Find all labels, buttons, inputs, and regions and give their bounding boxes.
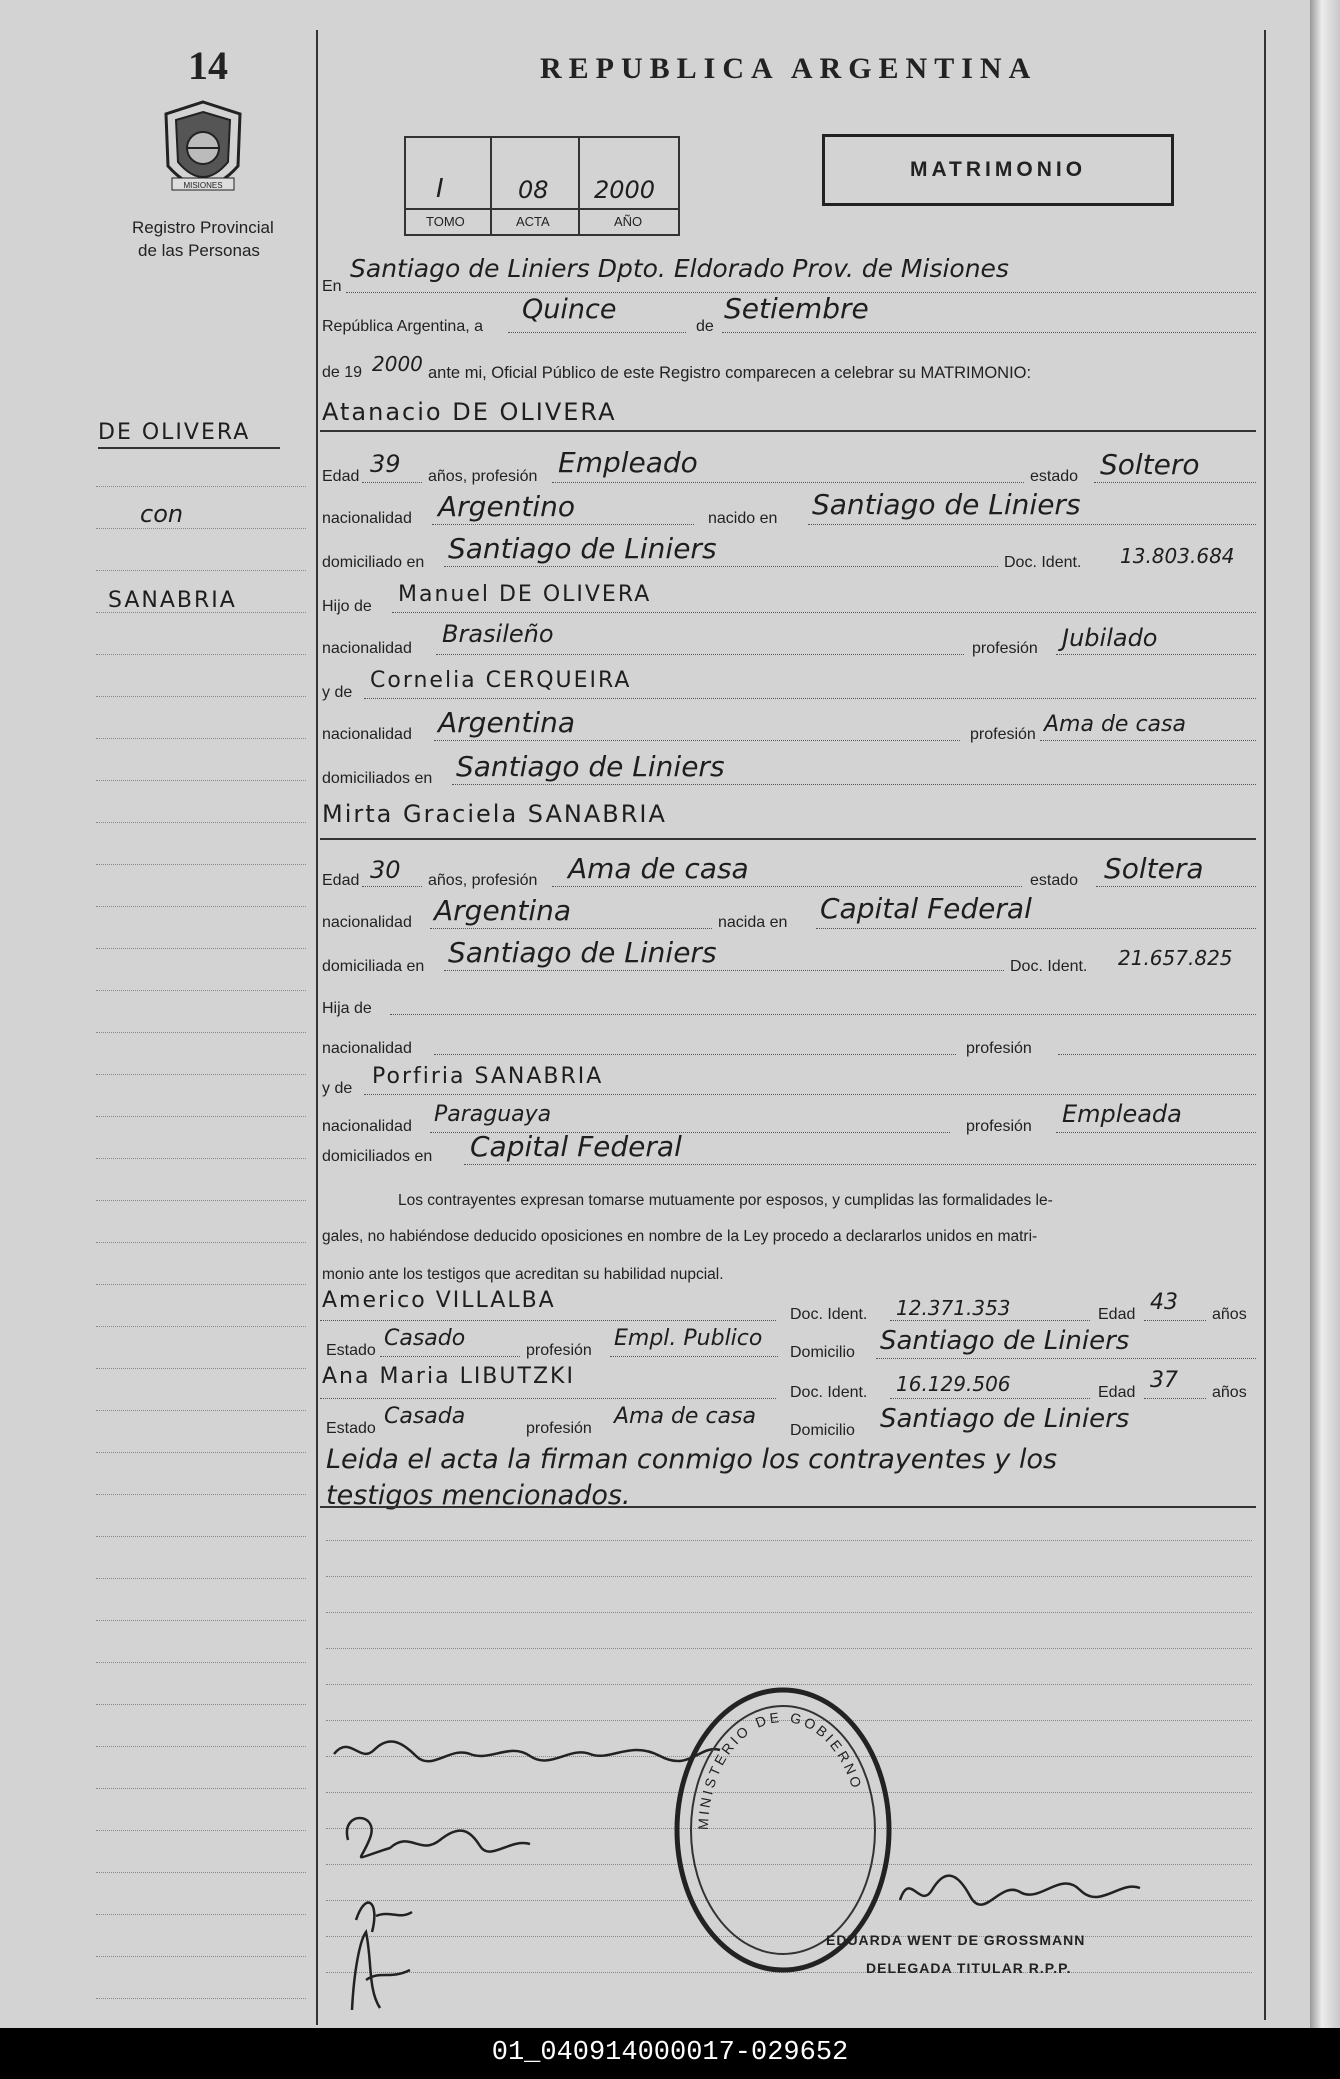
acta-value: 08	[518, 176, 549, 204]
tomo-label: TOMO	[426, 214, 465, 229]
margin-rule	[96, 1032, 306, 1033]
margin-rule	[96, 696, 306, 697]
margin-bride-surname: SANABRIA	[108, 588, 237, 613]
groom-father-nationality: Brasileño	[442, 620, 554, 648]
bride-nationality: Argentina	[434, 894, 572, 927]
declaration-line1: Los contrayentes expresan tomarse mutuamente por esposos, y cumplidas las formalidades le-	[398, 1192, 1053, 1209]
groom-nationality: Argentino	[438, 490, 576, 523]
margin-rule	[96, 654, 306, 655]
margin-rule	[96, 1494, 306, 1495]
bride-mother-profession: Empleada	[1062, 1100, 1182, 1128]
margin-rule	[96, 780, 306, 781]
margin-rule	[96, 1368, 306, 1369]
groom-father: Manuel DE OLIVERA	[398, 582, 652, 607]
registry-name-line2: de las Personas	[138, 241, 260, 260]
bride-age: 30	[370, 856, 401, 884]
witness2-domicile: Santiago de Liniers	[880, 1404, 1130, 1434]
margin-rule	[96, 1872, 306, 1873]
blank-rule	[326, 1540, 1252, 1541]
witness1-domicile: Santiago de Liniers	[880, 1326, 1130, 1356]
groom-status: Soltero	[1100, 448, 1200, 481]
margin-rule	[96, 1578, 306, 1579]
blank-rule	[326, 1612, 1252, 1613]
margin-rule	[96, 1242, 306, 1243]
page-number: 14	[188, 43, 228, 88]
signature-official	[900, 1876, 1140, 1905]
bride-doc: 21.657.825	[1118, 946, 1233, 970]
month: Setiembre	[724, 292, 869, 325]
margin-rule	[96, 864, 306, 865]
margin-rule	[96, 1074, 306, 1075]
svg-text:MISIONES: MISIONES	[183, 181, 223, 190]
blank-rule	[326, 1648, 1252, 1649]
bride-domicile: Santiago de Liniers	[448, 936, 717, 969]
groom-profession: Empleado	[558, 446, 698, 479]
tomo-value: I	[436, 174, 444, 204]
bride-name: Mirta Graciela SANABRIA	[322, 800, 667, 828]
record-type: MATRIMONIO	[909, 158, 1087, 181]
declaration-line3: monio ante los testigos que acreditan su habilidad nupcial.	[322, 1266, 724, 1283]
margin-rule	[96, 990, 306, 991]
signature-bride	[347, 1818, 530, 1857]
groom-birthplace: Santiago de Liniers	[812, 488, 1081, 521]
groom-age: 39	[370, 450, 401, 478]
right-border	[1264, 30, 1266, 2020]
margin-rule	[96, 1746, 306, 1747]
margin-rule	[96, 1410, 306, 1411]
groom-domicile: Santiago de Liniers	[448, 532, 717, 565]
witness2-name: Ana Maria LIBUTZKI	[322, 1364, 575, 1389]
republica-label: República Argentina, a	[322, 318, 483, 335]
bride-birthplace: Capital Federal	[820, 892, 1032, 925]
bride-mother: Porfiria SANABRIA	[372, 1064, 604, 1089]
official-stamp-line2: DELEGADA TITULAR R.P.P.	[866, 1960, 1072, 1976]
en-label: En	[322, 278, 342, 295]
margin-rule	[96, 612, 306, 613]
witness2-doc: 16.129.506	[896, 1372, 1011, 1396]
margin-rule	[96, 486, 306, 487]
acta-label: ACTA	[516, 214, 550, 229]
groom-mother-profession: Ama de casa	[1044, 712, 1186, 737]
closing-line1: Leida el acta la firman conmigo los contrayentes y los	[326, 1444, 1058, 1475]
de-label: de	[696, 318, 714, 335]
groom-parents-domicile: Santiago de Liniers	[456, 750, 725, 783]
margin-rule	[96, 1158, 306, 1159]
bride-parents-domicile: Capital Federal	[470, 1130, 682, 1163]
closing-line2: testigos mencionados.	[326, 1480, 631, 1511]
witness2-profession: Ama de casa	[614, 1404, 756, 1429]
margin-connector: con	[140, 500, 184, 528]
ano-value: 2000	[594, 176, 656, 204]
margin-rule	[96, 822, 306, 823]
signature-witness1	[356, 1903, 412, 1932]
margin-rule	[96, 1116, 306, 1117]
signature-witness2	[352, 1932, 410, 2010]
groom-mother-nationality: Argentina	[438, 706, 576, 739]
blank-rule	[326, 1576, 1252, 1577]
margin-rule	[96, 570, 306, 571]
margin-rule	[96, 1326, 306, 1327]
witness1-profession: Empl. Publico	[614, 1326, 763, 1351]
margin-rule	[96, 1830, 306, 1831]
registry-name-line1: Registro Provincial	[132, 218, 274, 237]
margin-rule	[96, 1284, 306, 1285]
margin-rule	[96, 1536, 306, 1537]
witness1-name: Americo VILLALBA	[322, 1288, 556, 1313]
margin-rule	[96, 1662, 306, 1663]
witness1-doc: 12.371.353	[896, 1296, 1011, 1320]
book-spine	[1310, 0, 1340, 2028]
groom-father-profession: Jubilado	[1062, 624, 1158, 652]
groom-doc: 13.803.684	[1120, 544, 1235, 568]
margin-rule	[96, 1788, 306, 1789]
certificate-page: 14 MISIONES Registro Provincial de las Personas DE OLIVERA con SANABRIA REPUBLICA ARGENTINA I 08 2000 TOMO ACTA AÑO MATRIMONIO En Santiago de Liniers Dpto. Eldorado Prov. de Misiones República Argentina, a Quince de Setiembre de 19 2000 ante mi, Oficial Público de este Registro comparecen a celebrar su MATRIMONIO: Atanacio DE OLIVERA Edad 39 años, profesión Empleado estado Soltero nacionalidad Argentino nacido en Santiago de Liniers domiciliado en Santiago de Liniers Doc. Ident. 13.803.684 Hijo de Manuel DE OLIVERA nacionalidad Brasileño profesión Jubilado y de Cornelia CERQUEIRA nacionalidad Argentina profesión Ama de casa domiciliados en Santiago de Liniers Mirta Graciela SANABRIA Edad 30 años, profesión Ama de casa estado Soltera nacionalidad Argentina nacida en Capital Federal domiciliada en Santiago de Liniers Doc. Ident. 21.657.825 Hija de nacionalidad profesión y de Porfiria SANABRIA nacionalidad Paraguaya profesión Empleada domiciliados en Capital Federal Los contrayentes expresan tomarse mutuamente por esposos, y cumplidas las formalidades le- gales, no habiéndose deducido oposiciones en nombre de la Ley procedo a declararlos unidos en matri- monio ante los testigos que acreditan su habilidad nupcial. Americo VILLALBA Doc. Ident. 12.371.353 Edad 43 años Estado Casado profesión Empl. Publico Domicilio Santiago de Liniers Ana Maria LIBUTZKI Doc. Ident. 16.129.506 Edad 37 años Estado Casada profesión Ama de casa Domicilio Santiago de Liniers Leida el acta la firman conmigo los contrayentes y los testigos mencionados. MINISTERIO DE GOBIERNO EDUARDA WENT DE GROSSMANN DELEGADA TITULAR R.P.P.	[0, 0, 1310, 2028]
groom-name: Atanacio DE OLIVERA	[322, 398, 617, 426]
ano-label: AÑO	[614, 214, 643, 229]
opening-statement: ante mi, Oficial Público de este Registro comparecen a celebrar su MATRIMONIO:	[428, 364, 1032, 382]
svg-text:MINISTERIO DE GOBIERNO: MINISTERIO DE GOBIERNO	[694, 1708, 866, 1831]
margin-rule	[96, 1998, 306, 1999]
margin-rule	[96, 1704, 306, 1705]
year-prefix-label: de 19	[322, 364, 363, 381]
margin-rule	[96, 1452, 306, 1453]
margin-groom-surname: DE OLIVERA	[98, 420, 280, 449]
margin-rule	[96, 738, 306, 739]
bride-status: Soltera	[1104, 852, 1204, 885]
margin-rule	[96, 1914, 306, 1915]
groom-mother: Cornelia CERQUEIRA	[370, 668, 632, 693]
country-title: REPUBLICA ARGENTINA	[540, 52, 1038, 85]
margin-rule	[96, 948, 306, 949]
signature-groom	[334, 1741, 720, 1761]
record-type-box	[822, 134, 1174, 206]
record-box	[404, 136, 680, 236]
day: Quince	[522, 294, 617, 325]
margin-rule	[96, 1200, 306, 1201]
declaration-line2: gales, no habiéndose deducido oposiciones en nombre de la Ley procedo a declararlos unidos en matri-	[322, 1228, 1038, 1245]
province-seal-icon	[158, 98, 248, 206]
witness2-status: Casada	[384, 1404, 466, 1429]
margin-rule	[96, 1956, 306, 1957]
bride-profession: Ama de casa	[568, 852, 749, 885]
witness1-age: 43	[1150, 1290, 1178, 1315]
margin-rule	[96, 906, 306, 907]
witness1-status: Casado	[384, 1326, 466, 1351]
year: 2000	[372, 352, 423, 376]
margin-rule	[96, 1620, 306, 1621]
margin-divider	[316, 30, 318, 2025]
place: Santiago de Liniers Dpto. Eldorado Prov. de Misiones	[350, 254, 1009, 283]
witness2-age: 37	[1150, 1368, 1178, 1393]
margin-rule	[96, 528, 306, 529]
bride-mother-nationality: Paraguaya	[434, 1102, 552, 1127]
official-stamp-line1: EDUARDA WENT DE GROSSMANN	[826, 1932, 1086, 1948]
document-id: 01_040914000017-029652	[0, 2028, 1340, 2079]
